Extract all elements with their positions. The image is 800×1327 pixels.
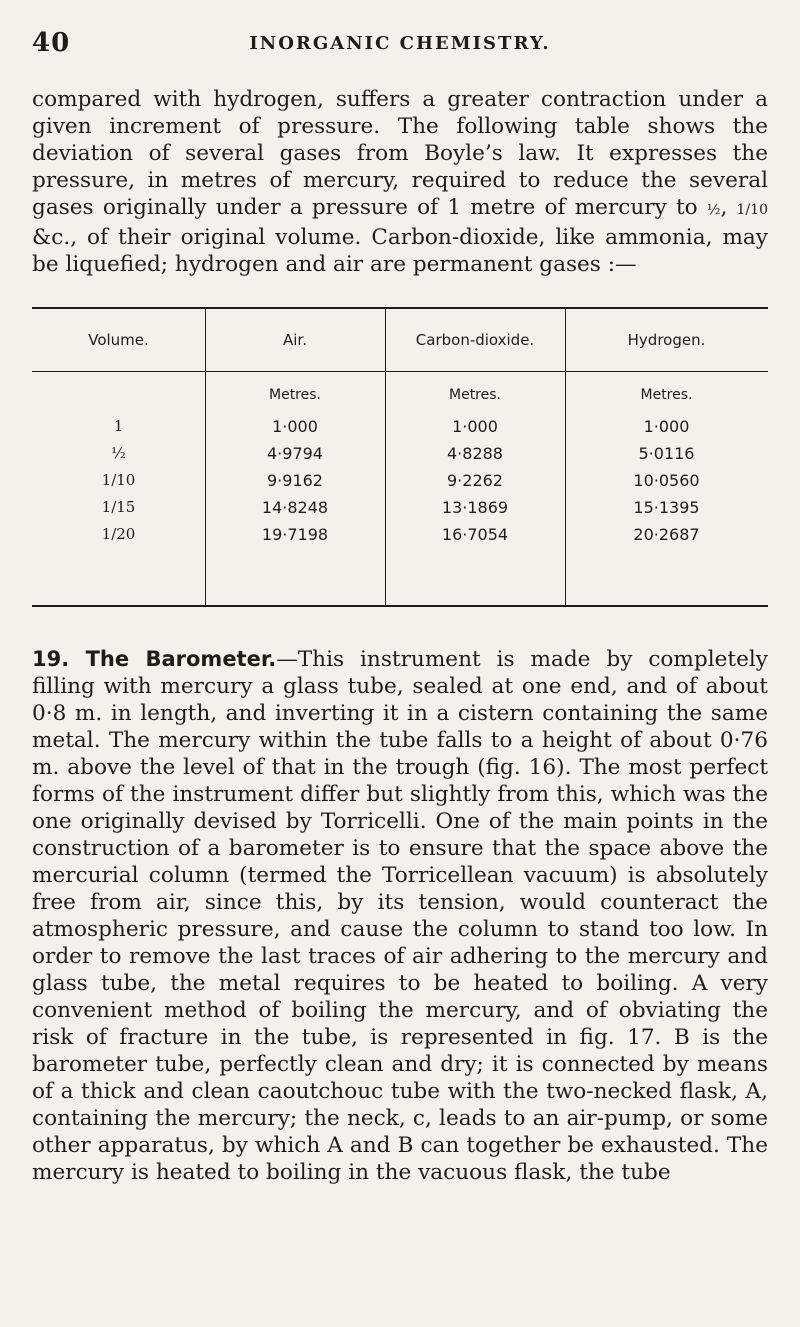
table-cell: 9·9162 xyxy=(267,471,323,490)
page-header xyxy=(32,28,768,62)
boyle-law-table xyxy=(32,307,768,607)
header-carbon-dioxide: Carbon-dioxide. xyxy=(385,309,565,372)
column-air xyxy=(205,309,386,605)
header-air: Air. xyxy=(205,309,385,372)
running-head: INORGANIC CHEMISTRY. xyxy=(249,33,551,54)
table-cell: 4·9794 xyxy=(267,444,323,463)
table-cell: 10·0560 xyxy=(633,471,700,490)
table-cell: 20·2687 xyxy=(633,525,700,544)
table-cell: 15·1395 xyxy=(633,498,700,517)
et-cetera: &c. xyxy=(32,225,71,250)
table-cell: 1 xyxy=(113,417,124,435)
table-cell: 4·8288 xyxy=(447,444,503,463)
table-cell: 5·0116 xyxy=(638,444,695,463)
column-hydrogen xyxy=(565,309,768,605)
intro-text-end: , of their original volume. Carbon-dioxide, like ammonia, may be liquefied; hydrogen and air are permanent gases :— xyxy=(32,225,768,277)
table-cell: 1·000 xyxy=(272,417,318,436)
table-cell: 1·000 xyxy=(452,417,498,436)
intro-text: compared with hydrogen, suffers a greater contraction under a given increment of pressure. The following table shows the deviation of several gases from Boyle’s law. It expresses the pressure, in metres of mercury, required to reduce the several gases originally under a pressure of 1 metre of mercury to xyxy=(32,87,768,220)
page-number: 40 xyxy=(32,28,71,58)
fraction-tenth: 1/10 xyxy=(736,202,768,218)
column-carbon-dioxide xyxy=(385,309,566,605)
section-heading: 19. The Barometer. xyxy=(32,647,277,671)
table-cell: 13·1869 xyxy=(441,498,509,517)
table-cell: ½ xyxy=(111,444,126,462)
table-cell: 1/15 xyxy=(101,498,136,516)
intro-paragraph: compared with hydrogen, suffers a greater contraction under a given increment of pressure. The following table shows the deviation of several gases from Boyle’s law. It expresses the pressure, in metres of mercury, required to reduce the several gases originally under a pressure of 1 metre of mercury to ½, 1/10 &c., of their original volume. Carbon-dioxide, like ammonia, may be liquefied; hydrogen and air are permanent gases :— xyxy=(32,87,768,277)
table-cell: 19·7198 xyxy=(261,525,329,544)
column-volume xyxy=(32,309,206,605)
table-cell: 16·7054 xyxy=(441,525,509,544)
barometer-section xyxy=(32,646,768,1186)
header-hydrogen: Hydrogen. xyxy=(565,309,768,372)
header-volume: Volume. xyxy=(32,309,205,372)
unit-air: Metres. xyxy=(269,387,321,403)
table-cell: 14·8248 xyxy=(261,498,329,517)
table-cell: 1/10 xyxy=(101,471,136,489)
table-cell: 9·2262 xyxy=(447,471,503,490)
table-cell: 1·000 xyxy=(643,417,690,436)
unit-carbon-dioxide: Metres. xyxy=(449,387,501,403)
table-cell: 1/20 xyxy=(101,525,136,543)
unit-hydrogen: Metres. xyxy=(640,387,693,403)
section-body: —This instrument is made by completely filling with mercury a glass tube, sealed at one end, and of about 0·8 m. in length, and inverting it in a cistern containing the same metal. The mercury within the tube falls to a height of about 0·76 m. above the level of that in the trough (fig. 16). The most perfect forms of the instrument differ but slightly from this, which was the one originally devised by Torricelli. One of the main points in the construction of a barometer is to ensure that the space above the mercurial column (termed the Torricellean vacuum) is absolutely free from air, since this, by its tension, would counteract the atmospheric pressure, and cause the column to stand too low. In order to remove the last traces of air adhering to the mercury and glass tube, the metal requires to be heated to boiling. A very convenient method of boiling the mercury, and of obviating the risk of fracture in the tube, is represented in fig. 17. B is the barometer tube, perfectly clean and dry; it is connected by means of a thick and clean caoutchouc tube with the two-necked flask, A, containing the mercury; the neck, c, leads to an air-pump, or some other apparatus, by which A and B can together be exhausted. The mercury is heated to boiling in the vacuous flask, the tube xyxy=(32,647,768,1185)
fraction-half: ½ xyxy=(706,202,721,218)
